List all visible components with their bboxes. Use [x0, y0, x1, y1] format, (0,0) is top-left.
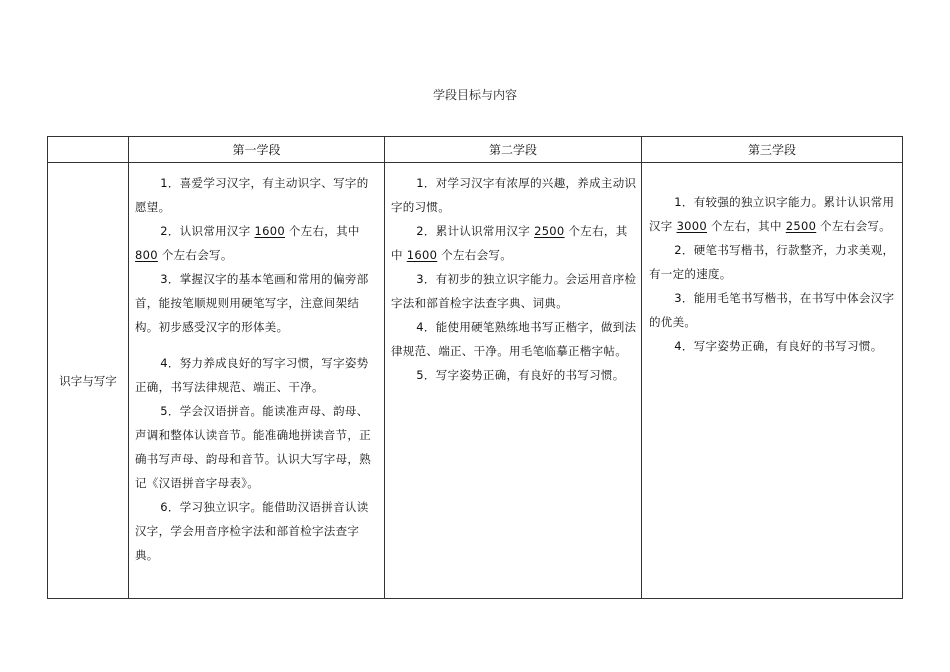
stage-3-cell	[642, 163, 903, 599]
stage-3-item-2: 2．硬笔书写楷书，行款整齐，力求美观，有一定的速度。	[649, 243, 895, 281]
stage-1-number-1: 1600	[254, 224, 285, 238]
header-row	[48, 137, 903, 163]
stage-1-item-1: 1．喜爱学习汉字，有主动识字、写字的愿望。	[135, 176, 369, 214]
row-label: 识字与写字	[48, 163, 129, 599]
page-title: 学段目标与内容	[432, 88, 517, 102]
stage-1-cell	[129, 163, 385, 599]
stage-2-number-2: 1600	[406, 248, 438, 262]
stage-3-number-2: 2500	[785, 219, 817, 233]
header-empty	[48, 137, 129, 163]
stage-2-item-2: 2．累计认识常用汉字 2500 个左右，其中 1600 个左右会写。	[391, 224, 628, 262]
curriculum-table	[47, 136, 903, 599]
stage-2-item-5: 5．写字姿势正确，有良好的书写习惯。	[416, 368, 625, 382]
content-row	[48, 163, 903, 599]
stage-2-number-1: 2500	[534, 224, 565, 238]
stage-1-item-6: 6．学习独立识字。能借助汉语拼音认读汉字，学会用音序检字法和部首检字法查字典。	[135, 500, 369, 562]
stage-3-item-4: 4．写字姿势正确，有良好的书写习惯。	[674, 339, 883, 353]
header-stage-2: 第二学段	[385, 137, 642, 163]
header-stage-3: 第三学段	[642, 137, 903, 163]
stage-2-item-3: 3．有初步的独立识字能力。会运用音序检字法和部首检字法查字典、词典。	[391, 272, 637, 310]
stage-2-item-4: 4．能使用硬笔熟练地书写正楷字，做到法律规范、端正、干净。用毛笔临摹正楷字帖。	[391, 320, 637, 358]
stage-3-item-3: 3．能用毛笔书写楷书，在书写中体会汉字的优美。	[649, 291, 895, 329]
stage-3-number-1: 3000	[676, 219, 708, 233]
stage-1-item-4: 4．努力养成良好的写字习惯，写字姿势正确，书写法律规范、端正、干净。	[135, 356, 369, 394]
stage-1-item-3: 3．掌握汉字的基本笔画和常用的偏旁部首，能按笔顺规则用硬笔写字，注意间架结构。初步感受汉字的形体美。	[135, 272, 369, 334]
stage-2-item-1: 1．对学习汉字有浓厚的兴趣，养成主动识字的习惯。	[391, 176, 637, 214]
stage-1-item-5: 5．学会汉语拼音。能读准声母、韵母、声调和整体认读音节。能准确地拼读音节，正确书写声母、韵母和音节。认识大写字母，熟记《汉语拼音字母表》。	[135, 404, 371, 490]
header-stage-1: 第一学段	[129, 137, 385, 163]
stage-1-number-2: 800	[135, 248, 158, 262]
stage-3-item-1: 1．有较强的独立识字能力。累计认识常用汉字 3000 个左右，其中 2500 个左右会写。	[649, 195, 895, 233]
stage-2-cell	[385, 163, 642, 599]
stage-1-item-2: 2．认识常用汉字 1600 个左右，其中 800 个左右会写。	[135, 224, 360, 262]
